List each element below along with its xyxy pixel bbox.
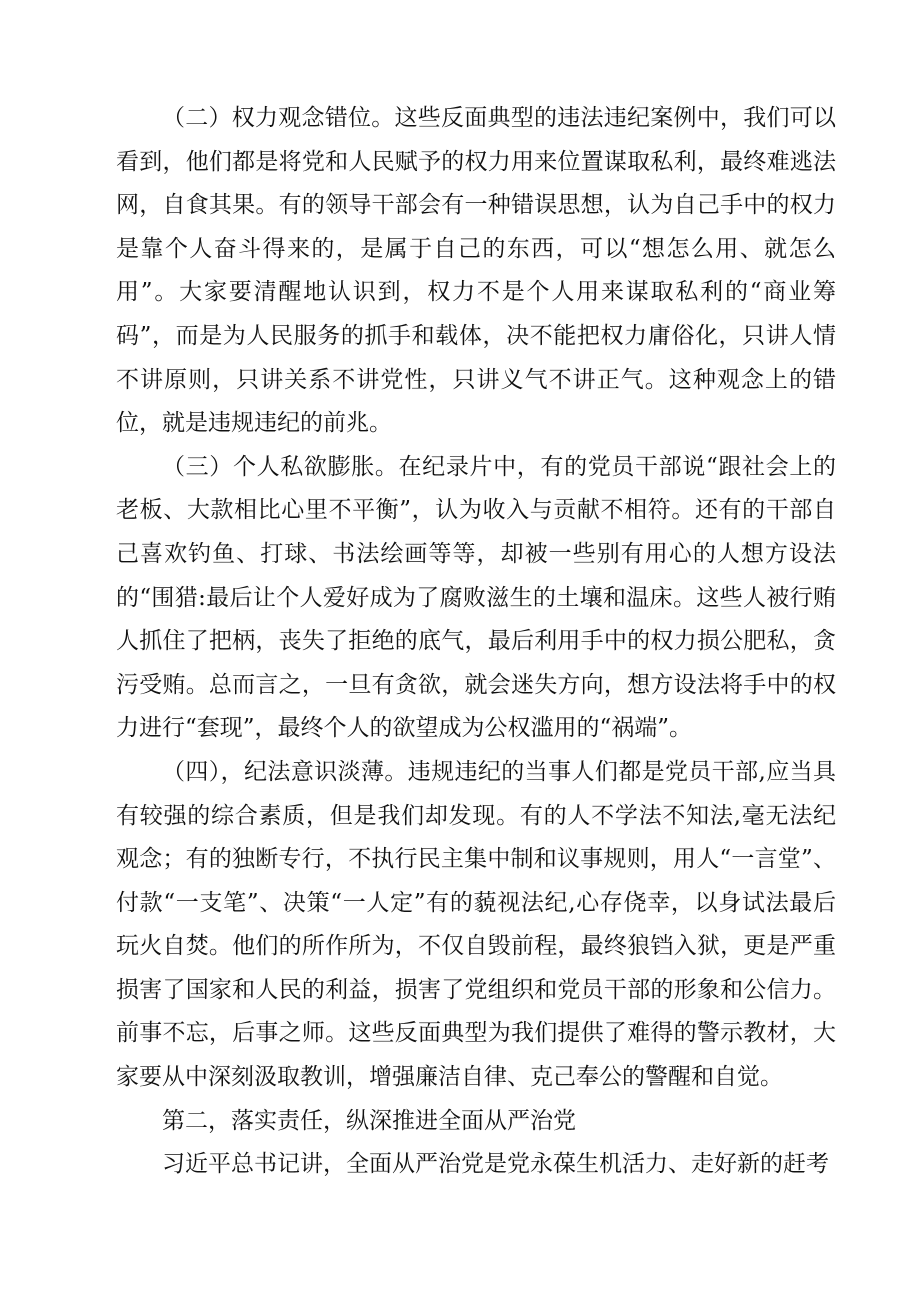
paragraph-final-partial: 习近平总书记讲，全面从严治党是党永葆生机活力、走好新的赶考 — [162, 1151, 829, 1178]
section-heading: 第二，落实责任，纵深推进全面从严治党 — [162, 1107, 576, 1134]
paragraph-personal-greed: （三）个人私欲膨胀。在纪录片中，有的党员干部说“跟社会上的老板、大款相比心里不平衡”，认为收入与贡献不相符。还有的干部自己喜欢钓鱼、打球、书法绘画等等，却被一些别有用心的人想方设法的“围猎:最后让个人爱好成为了腐败滋生的土壤和温床。这些人被行贿人抓住了把柄，丧失了拒绝的底气，最后利用手中的权力损公肥私，贪污受贿。总而言之，一旦有贪欲，就会迷失方向，想方设法将手中的权力进行“套现”，最终个人的欲望成为公权滥用的“祸端”。 — [116, 453, 836, 742]
paragraph-power-concept: （二）权力观念错位。这些反面典型的违法违纪案例中，我们可以看到，他们都是将党和人民赋予的权力用来位置谋取私利，最终难逃法网，自食其果。有的领导干部会有一种错误思想，认为自己手中的权力是靠个人奋斗得来的，是属于自己的东西，可以“想怎么用、就怎么用”。大家要清醒地认识到，权力不是个人用来谋取私利的“商业筹码”，而是为人民服务的抓手和载体，决不能把权力庸俗化，只讲人情不讲原则，只讲关系不讲党性，只讲义气不讲正气。这种观念上的错位，就是违规违纪的前兆。 — [116, 105, 836, 437]
paragraph-discipline-awareness: （四），纪法意识淡薄。违规违纪的当事人们都是党员干部,应当具有较强的综合素质，但是我们却发现。有的人不学法不知法,毫无法纪观念；有的独断专行，不执行民主集中制和议事规则，用人“一言堂”、付款“一支笔”、决策“一人定”有的藐视法纪,心存侥幸，以身试法最后玩火自焚。他们的所作所为，不仅自毁前程，最终狼铛入狱，更是严重损害了国家和人民的利益，损害了党组织和党员干部的形象和公信力。前事不忘，后事之师。这些反面典型为我们提供了难得的警示教材，大家要从中深刻汲取教训，增强廉洁自律、克己奉公的警醒和自觉。 — [116, 758, 836, 1091]
document-body — [116, 97, 836, 1187]
